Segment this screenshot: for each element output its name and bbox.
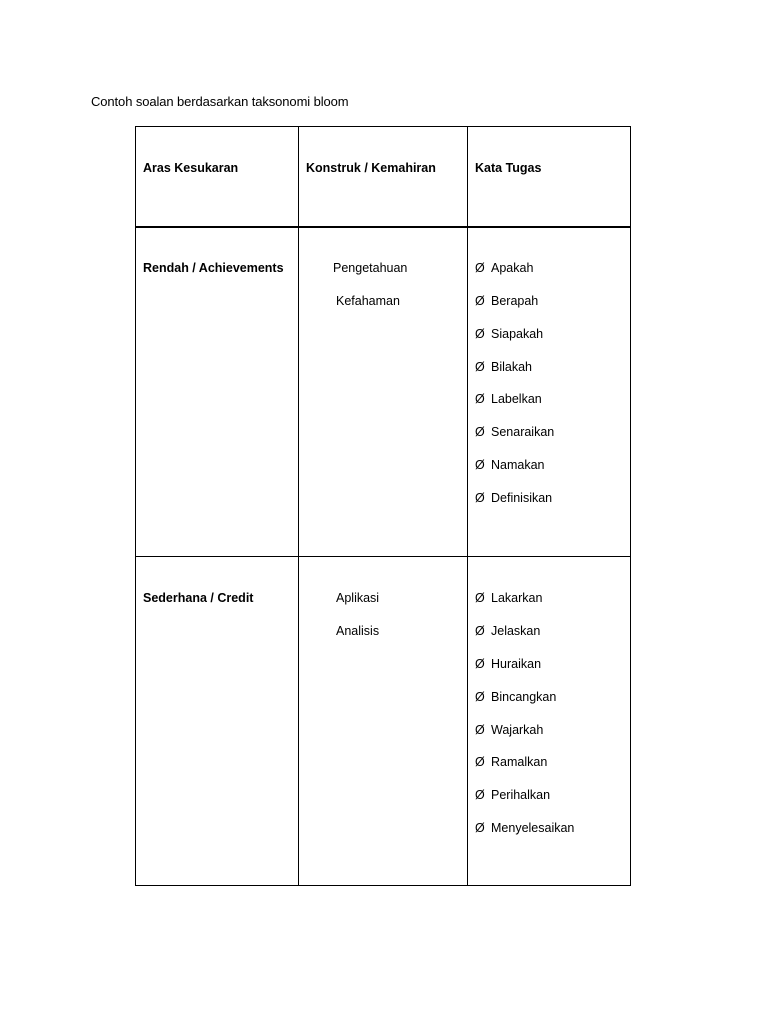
task-list-item (475, 490, 552, 506)
task-label: Lakarkan (491, 591, 543, 605)
row-level-label: Rendah / Achievements (143, 261, 284, 275)
header-kata-tugas: Kata Tugas (475, 161, 542, 175)
bullet-icon: Ø (475, 327, 485, 341)
bullet-icon: Ø (475, 624, 485, 638)
bullet-icon: Ø (475, 261, 485, 275)
task-list-item (475, 820, 574, 836)
header-aras-kesukaran: Aras Kesukaran (143, 161, 239, 175)
task-label: Namakan (491, 458, 545, 472)
page-title: Contoh soalan berdasarkan taksonomi bloom (91, 94, 349, 109)
table-border (135, 126, 631, 886)
task-list-item (475, 424, 554, 440)
task-label: Apakah (491, 261, 534, 275)
bullet-icon: Ø (475, 690, 485, 704)
bullet-icon: Ø (475, 491, 485, 505)
bullet-icon: Ø (475, 755, 485, 769)
bullet-icon: Ø (475, 657, 485, 671)
task-label: Perihalkan (491, 788, 551, 802)
task-label: Bilakah (491, 360, 532, 374)
construct-label: Analisis (336, 624, 380, 638)
task-label: Siapakah (491, 327, 544, 341)
row-divider (135, 556, 631, 557)
construct-label: Kefahaman (336, 294, 400, 308)
task-list-item (475, 787, 550, 803)
bullet-icon: Ø (475, 392, 485, 406)
construct-label: Pengetahuan (333, 261, 408, 275)
bullet-icon: Ø (475, 360, 485, 374)
construct-label: Aplikasi (336, 591, 380, 605)
task-label: Huraikan (491, 657, 542, 671)
header-divider (135, 226, 631, 228)
task-list-item (475, 623, 540, 639)
bullet-icon: Ø (475, 723, 485, 737)
bullet-icon: Ø (475, 591, 485, 605)
task-list-item (475, 689, 556, 705)
task-list-item (475, 260, 533, 276)
task-label: Wajarkah (491, 723, 544, 737)
task-list-item (475, 293, 538, 309)
task-label: Berapah (491, 294, 539, 308)
task-label: Definisikan (491, 491, 553, 505)
bullet-icon: Ø (475, 294, 485, 308)
column-divider (298, 126, 299, 886)
task-list-item (475, 590, 542, 606)
task-label: Ramalkan (491, 755, 548, 769)
task-list-item (475, 391, 542, 407)
task-label: Bincangkan (491, 690, 557, 704)
task-list-item (475, 457, 545, 473)
bullet-icon: Ø (475, 425, 485, 439)
task-list-item (475, 722, 543, 738)
row-level-label: Sederhana / Credit (143, 591, 254, 605)
column-divider (467, 126, 468, 886)
task-label: Labelkan (491, 392, 542, 406)
task-list-item (475, 656, 541, 672)
header-konstruk-kemahiran: Konstruk / Kemahiran (306, 161, 436, 175)
task-label: Senaraikan (491, 425, 555, 439)
bullet-icon: Ø (475, 458, 485, 472)
task-label: Menyelesaikan (491, 821, 575, 835)
bullet-icon: Ø (475, 788, 485, 802)
task-list-item (475, 754, 547, 770)
bullet-icon: Ø (475, 821, 485, 835)
task-label: Jelaskan (491, 624, 541, 638)
task-list-item (475, 359, 532, 375)
task-list-item (475, 326, 543, 342)
